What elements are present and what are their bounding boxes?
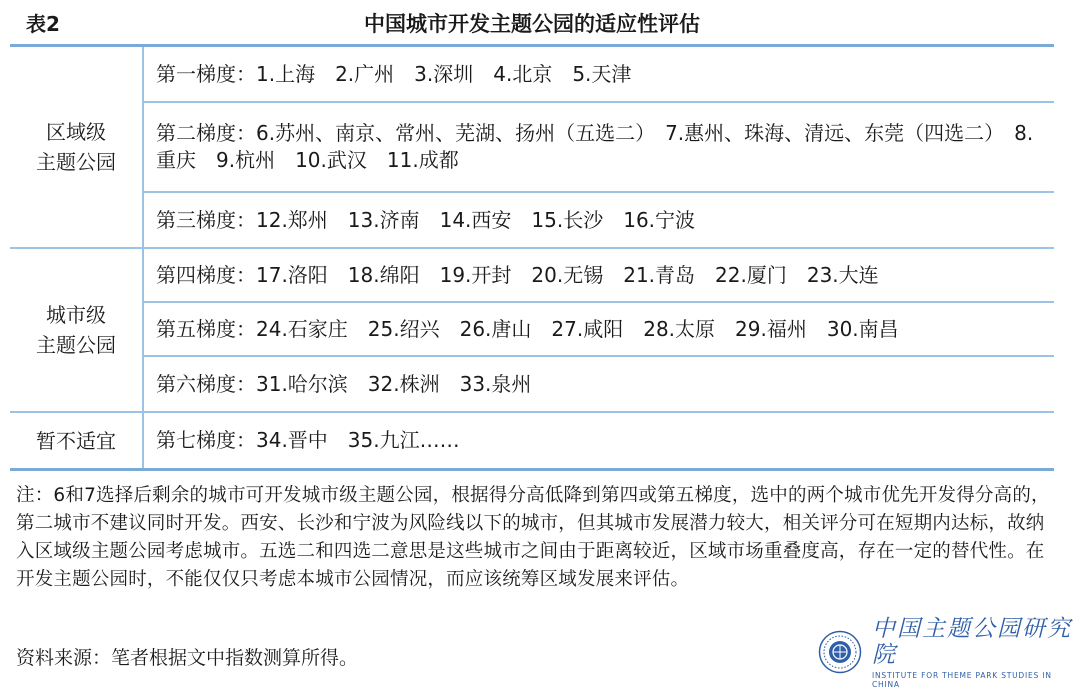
evaluation-table xyxy=(10,47,1054,471)
data-source: 资料来源：笔者根据文中指数测算所得。 xyxy=(16,647,359,669)
tier-text: 第二梯度：6.苏州、南京、常州、芜湖、扬州（五选二） 7.惠州、珠海、清远、东莞（四选二） 8.重庆 9.杭州 10.武汉 11.成都 xyxy=(156,121,1034,172)
table-note: 注：6和7选择后剩余的城市可开发城市级主题公园，根据得分高低降到第四或第五梯度，选中的两个城市优先开发得分高的，第二城市不建议同时开发。西安、长沙和宁波为风险线以下的城市，但其城市发展潜力较大，相关评分可在短期内达标，故纳入区域级主题公园考虑城市。五选二和四选二意思是这些城市之间由于距离较近，区域市场重叠度高，存在一定的替代性。在开发主题公园时，不能仅仅只考虑本城市公园情况，而应该统筹区域发展来评估。 xyxy=(16,485,1050,590)
tier-text: 第四梯度：17.洛阳 18.绵阳 19.开封 20.无锡 21.青岛 22.厦门 23.大连 xyxy=(156,262,879,287)
table-row xyxy=(144,413,1054,468)
tier-text: 第一梯度：1.上海 2.广州 3.深圳 4.北京 5.天津 xyxy=(156,61,632,86)
tier-text: 第七梯度：34.晋中 35.九江…… xyxy=(156,428,460,452)
tier-text: 第五梯度：24.石家庄 25.绍兴 26.唐山 27.咸阳 28.太原 29.福州 30.南昌 xyxy=(156,316,899,341)
table-row xyxy=(144,193,1054,247)
table-number: 表2 xyxy=(26,12,60,36)
tier-text: 第三梯度：12.郑州 13.济南 14.西安 15.长沙 16.宁波 xyxy=(156,207,696,232)
table-row xyxy=(144,103,1054,193)
table-row xyxy=(144,357,1054,411)
tier-text: 第六梯度：31.哈尔滨 32.株洲 33.泉州 xyxy=(156,371,532,396)
logo-text xyxy=(872,616,1074,689)
group-regional xyxy=(10,47,1054,249)
logo-chinese-name: 中国主题公园研究院 xyxy=(872,615,1072,668)
group-label: 暂不适宜 xyxy=(10,413,144,468)
table-row xyxy=(144,47,1054,103)
table-row xyxy=(144,303,1054,357)
table-row xyxy=(144,249,1054,303)
table-header xyxy=(10,0,1054,47)
institute-logo xyxy=(818,615,1074,689)
logo-english-name: INSTITUTE FOR THEME PARK STUDIES IN CHINA xyxy=(872,670,1052,689)
table-title: 中国城市开发主题公园的适应性评估 xyxy=(364,12,700,36)
group-unsuitable xyxy=(10,413,1054,468)
group-label: 区域级 主题公园 xyxy=(10,47,144,247)
institute-seal-icon xyxy=(818,630,862,674)
group-label: 城市级 主题公园 xyxy=(10,249,144,411)
group-city xyxy=(10,249,1054,413)
